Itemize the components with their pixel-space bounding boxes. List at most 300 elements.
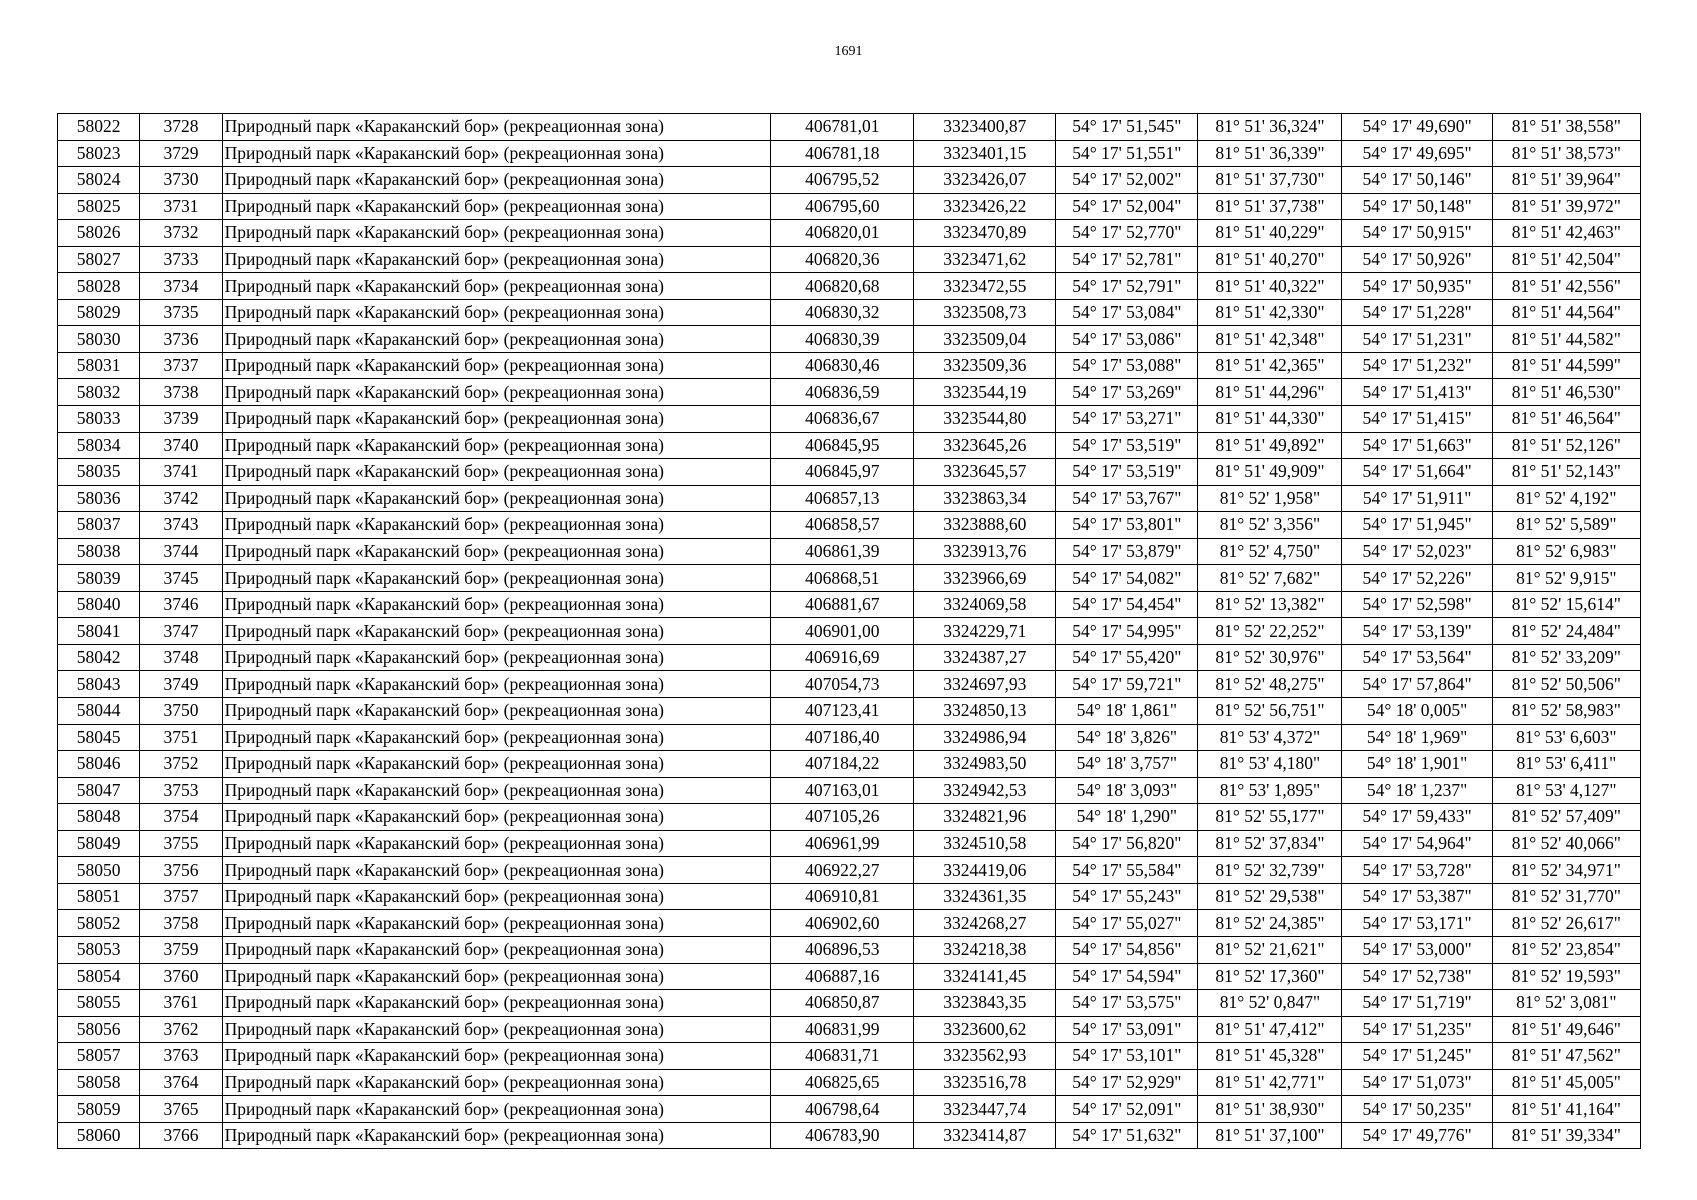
longitude-1-cell: 81° 52' 48,275" (1198, 671, 1342, 698)
row-index-cell: 58058 (58, 1069, 140, 1096)
row-index-cell: 58032 (58, 379, 140, 406)
object-name-cell: Природный парк «Караканский бор» (рекреационная зона) (222, 857, 771, 884)
row-index-cell: 58048 (58, 804, 140, 831)
x-coordinate-cell: 406781,01 (771, 114, 914, 141)
point-number-cell: 3735 (140, 299, 222, 326)
point-number-cell: 3751 (140, 724, 222, 751)
latitude-2-cell: 54° 17' 53,000" (1342, 936, 1492, 963)
longitude-2-cell: 81° 51' 39,334" (1492, 1122, 1640, 1149)
point-number-cell: 3764 (140, 1069, 222, 1096)
latitude-2-cell: 54° 17' 49,776" (1342, 1122, 1492, 1149)
longitude-1-cell: 81° 51' 40,229" (1198, 220, 1342, 247)
row-index-cell: 58049 (58, 830, 140, 857)
point-number-cell: 3750 (140, 698, 222, 725)
longitude-2-cell: 81° 53' 6,603" (1492, 724, 1640, 751)
table-row (58, 963, 1641, 990)
table-body (58, 114, 1641, 1149)
latitude-1-cell: 54° 18' 3,826" (1056, 724, 1198, 751)
point-number-cell: 3762 (140, 1016, 222, 1043)
latitude-2-cell: 54° 17' 51,228" (1342, 299, 1492, 326)
latitude-2-cell: 54° 17' 53,387" (1342, 883, 1492, 910)
longitude-1-cell: 81° 51' 40,270" (1198, 246, 1342, 273)
y-coordinate-cell: 3323401,15 (914, 140, 1056, 167)
latitude-2-cell: 54° 17' 51,245" (1342, 1043, 1492, 1070)
latitude-2-cell: 54° 17' 51,235" (1342, 1016, 1492, 1043)
y-coordinate-cell: 3323508,73 (914, 299, 1056, 326)
longitude-2-cell: 81° 52' 24,484" (1492, 618, 1640, 645)
object-name-cell: Природный парк «Караканский бор» (рекреационная зона) (222, 193, 771, 220)
point-number-cell: 3741 (140, 459, 222, 486)
y-coordinate-cell: 3323426,07 (914, 167, 1056, 194)
point-number-cell: 3744 (140, 538, 222, 565)
point-number-cell: 3747 (140, 618, 222, 645)
table-row (58, 777, 1641, 804)
x-coordinate-cell: 406820,36 (771, 246, 914, 273)
longitude-2-cell: 81° 52' 40,066" (1492, 830, 1640, 857)
table-row (58, 379, 1641, 406)
latitude-2-cell: 54° 17' 51,231" (1342, 326, 1492, 353)
longitude-2-cell: 81° 51' 44,582" (1492, 326, 1640, 353)
point-number-cell: 3760 (140, 963, 222, 990)
x-coordinate-cell: 406825,65 (771, 1069, 914, 1096)
row-index-cell: 58034 (58, 432, 140, 459)
row-index-cell: 58047 (58, 777, 140, 804)
point-number-cell: 3743 (140, 512, 222, 539)
table-row (58, 1016, 1641, 1043)
x-coordinate-cell: 406845,95 (771, 432, 914, 459)
table-row (58, 485, 1641, 512)
y-coordinate-cell: 3324983,50 (914, 751, 1056, 778)
object-name-cell: Природный парк «Караканский бор» (рекреационная зона) (222, 432, 771, 459)
point-number-cell: 3730 (140, 167, 222, 194)
longitude-2-cell: 81° 52' 33,209" (1492, 644, 1640, 671)
longitude-1-cell: 81° 51' 37,738" (1198, 193, 1342, 220)
latitude-1-cell: 54° 17' 53,575" (1056, 990, 1198, 1017)
row-index-cell: 58053 (58, 936, 140, 963)
point-number-cell: 3736 (140, 326, 222, 353)
x-coordinate-cell: 406896,53 (771, 936, 914, 963)
x-coordinate-cell: 406858,57 (771, 512, 914, 539)
latitude-2-cell: 54° 17' 51,719" (1342, 990, 1492, 1017)
object-name-cell: Природный парк «Караканский бор» (рекреационная зона) (222, 220, 771, 247)
y-coordinate-cell: 3323913,76 (914, 538, 1056, 565)
point-number-cell: 3752 (140, 751, 222, 778)
row-index-cell: 58026 (58, 220, 140, 247)
object-name-cell: Природный парк «Караканский бор» (рекреационная зона) (222, 1016, 771, 1043)
point-number-cell: 3766 (140, 1122, 222, 1149)
row-index-cell: 58028 (58, 273, 140, 300)
x-coordinate-cell: 406831,71 (771, 1043, 914, 1070)
latitude-2-cell: 54° 17' 57,864" (1342, 671, 1492, 698)
y-coordinate-cell: 3323509,04 (914, 326, 1056, 353)
table-row (58, 167, 1641, 194)
row-index-cell: 58055 (58, 990, 140, 1017)
latitude-1-cell: 54° 18' 1,861" (1056, 698, 1198, 725)
latitude-1-cell: 54° 17' 51,551" (1056, 140, 1198, 167)
x-coordinate-cell: 406798,64 (771, 1096, 914, 1123)
latitude-1-cell: 54° 17' 55,584" (1056, 857, 1198, 884)
table-row (58, 830, 1641, 857)
object-name-cell: Природный парк «Караканский бор» (рекреационная зона) (222, 777, 771, 804)
x-coordinate-cell: 406857,13 (771, 485, 914, 512)
x-coordinate-cell: 407123,41 (771, 698, 914, 725)
y-coordinate-cell: 3323400,87 (914, 114, 1056, 141)
y-coordinate-cell: 3324986,94 (914, 724, 1056, 751)
latitude-2-cell: 54° 17' 50,935" (1342, 273, 1492, 300)
latitude-1-cell: 54° 17' 55,243" (1056, 883, 1198, 910)
latitude-1-cell: 54° 17' 52,770" (1056, 220, 1198, 247)
point-number-cell: 3757 (140, 883, 222, 910)
longitude-1-cell: 81° 51' 49,909" (1198, 459, 1342, 486)
latitude-1-cell: 54° 17' 54,454" (1056, 591, 1198, 618)
object-name-cell: Природный парк «Караканский бор» (рекреационная зона) (222, 830, 771, 857)
table-row (58, 671, 1641, 698)
object-name-cell: Природный парк «Караканский бор» (рекреационная зона) (222, 591, 771, 618)
y-coordinate-cell: 3324218,38 (914, 936, 1056, 963)
longitude-2-cell: 81° 52' 34,971" (1492, 857, 1640, 884)
x-coordinate-cell: 406910,81 (771, 883, 914, 910)
x-coordinate-cell: 406830,46 (771, 352, 914, 379)
row-index-cell: 58046 (58, 751, 140, 778)
y-coordinate-cell: 3323471,62 (914, 246, 1056, 273)
x-coordinate-cell: 406845,97 (771, 459, 914, 486)
row-index-cell: 58044 (58, 698, 140, 725)
table-row (58, 193, 1641, 220)
latitude-1-cell: 54° 18' 1,290" (1056, 804, 1198, 831)
longitude-2-cell: 81° 53' 4,127" (1492, 777, 1640, 804)
table-row (58, 432, 1641, 459)
latitude-2-cell: 54° 17' 59,433" (1342, 804, 1492, 831)
longitude-1-cell: 81° 52' 17,360" (1198, 963, 1342, 990)
row-index-cell: 58035 (58, 459, 140, 486)
point-number-cell: 3732 (140, 220, 222, 247)
row-index-cell: 58037 (58, 512, 140, 539)
y-coordinate-cell: 3323966,69 (914, 565, 1056, 592)
object-name-cell: Природный парк «Караканский бор» (рекреационная зона) (222, 963, 771, 990)
x-coordinate-cell: 406820,68 (771, 273, 914, 300)
table-row (58, 990, 1641, 1017)
latitude-2-cell: 54° 17' 51,664" (1342, 459, 1492, 486)
row-index-cell: 58023 (58, 140, 140, 167)
y-coordinate-cell: 3324361,35 (914, 883, 1056, 910)
latitude-1-cell: 54° 17' 55,027" (1056, 910, 1198, 937)
row-index-cell: 58043 (58, 671, 140, 698)
latitude-1-cell: 54° 18' 3,757" (1056, 751, 1198, 778)
y-coordinate-cell: 3323516,78 (914, 1069, 1056, 1096)
object-name-cell: Природный парк «Караканский бор» (рекреационная зона) (222, 326, 771, 353)
row-index-cell: 58038 (58, 538, 140, 565)
x-coordinate-cell: 406868,51 (771, 565, 914, 592)
x-coordinate-cell: 406881,67 (771, 591, 914, 618)
object-name-cell: Природный парк «Караканский бор» (рекреационная зона) (222, 273, 771, 300)
longitude-2-cell: 81° 52' 23,854" (1492, 936, 1640, 963)
object-name-cell: Природный парк «Караканский бор» (рекреационная зона) (222, 1069, 771, 1096)
longitude-2-cell: 81° 52' 19,593" (1492, 963, 1640, 990)
point-number-cell: 3740 (140, 432, 222, 459)
x-coordinate-cell: 407054,73 (771, 671, 914, 698)
latitude-1-cell: 54° 17' 53,084" (1056, 299, 1198, 326)
latitude-1-cell: 54° 17' 53,269" (1056, 379, 1198, 406)
latitude-1-cell: 54° 18' 3,093" (1056, 777, 1198, 804)
latitude-2-cell: 54° 17' 50,148" (1342, 193, 1492, 220)
row-index-cell: 58031 (58, 352, 140, 379)
x-coordinate-cell: 406795,60 (771, 193, 914, 220)
object-name-cell: Природный парк «Караканский бор» (рекреационная зона) (222, 751, 771, 778)
latitude-2-cell: 54° 17' 51,945" (1342, 512, 1492, 539)
object-name-cell: Природный парк «Караканский бор» (рекреационная зона) (222, 167, 771, 194)
longitude-2-cell: 81° 51' 41,164" (1492, 1096, 1640, 1123)
table-row (58, 1043, 1641, 1070)
table-row (58, 618, 1641, 645)
table-row (58, 140, 1641, 167)
longitude-1-cell: 81° 51' 37,100" (1198, 1122, 1342, 1149)
point-number-cell: 3755 (140, 830, 222, 857)
longitude-2-cell: 81° 51' 38,573" (1492, 140, 1640, 167)
latitude-1-cell: 54° 17' 53,801" (1056, 512, 1198, 539)
row-index-cell: 58060 (58, 1122, 140, 1149)
y-coordinate-cell: 3323544,80 (914, 406, 1056, 433)
longitude-2-cell: 81° 52' 15,614" (1492, 591, 1640, 618)
point-number-cell: 3756 (140, 857, 222, 884)
row-index-cell: 58036 (58, 485, 140, 512)
x-coordinate-cell: 407163,01 (771, 777, 914, 804)
longitude-1-cell: 81° 51' 44,296" (1198, 379, 1342, 406)
latitude-1-cell: 54° 17' 53,519" (1056, 459, 1198, 486)
table-row (58, 1122, 1641, 1149)
x-coordinate-cell: 406861,39 (771, 538, 914, 565)
coordinates-table (57, 113, 1641, 1149)
x-coordinate-cell: 406961,99 (771, 830, 914, 857)
object-name-cell: Природный парк «Караканский бор» (рекреационная зона) (222, 671, 771, 698)
point-number-cell: 3738 (140, 379, 222, 406)
longitude-2-cell: 81° 51' 38,558" (1492, 114, 1640, 141)
object-name-cell: Природный парк «Караканский бор» (рекреационная зона) (222, 936, 771, 963)
row-index-cell: 58056 (58, 1016, 140, 1043)
x-coordinate-cell: 406795,52 (771, 167, 914, 194)
latitude-1-cell: 54° 17' 53,101" (1056, 1043, 1198, 1070)
y-coordinate-cell: 3323645,26 (914, 432, 1056, 459)
longitude-2-cell: 81° 51' 49,646" (1492, 1016, 1640, 1043)
latitude-2-cell: 54° 17' 53,171" (1342, 910, 1492, 937)
longitude-2-cell: 81° 51' 45,005" (1492, 1069, 1640, 1096)
latitude-1-cell: 54° 17' 59,721" (1056, 671, 1198, 698)
x-coordinate-cell: 406830,39 (771, 326, 914, 353)
object-name-cell: Природный парк «Караканский бор» (рекреационная зона) (222, 246, 771, 273)
latitude-1-cell: 54° 17' 52,929" (1056, 1069, 1198, 1096)
object-name-cell: Природный парк «Караканский бор» (рекреационная зона) (222, 565, 771, 592)
table-row (58, 644, 1641, 671)
latitude-1-cell: 54° 17' 53,091" (1056, 1016, 1198, 1043)
longitude-2-cell: 81° 51' 42,556" (1492, 273, 1640, 300)
object-name-cell: Природный парк «Караканский бор» (рекреационная зона) (222, 299, 771, 326)
latitude-2-cell: 54° 17' 51,911" (1342, 485, 1492, 512)
latitude-2-cell: 54° 17' 53,728" (1342, 857, 1492, 884)
latitude-2-cell: 54° 17' 53,564" (1342, 644, 1492, 671)
page-number: 1691 (834, 44, 863, 59)
object-name-cell: Природный парк «Караканский бор» (рекреационная зона) (222, 1096, 771, 1123)
row-index-cell: 58029 (58, 299, 140, 326)
latitude-1-cell: 54° 17' 54,856" (1056, 936, 1198, 963)
longitude-1-cell: 81° 52' 32,739" (1198, 857, 1342, 884)
row-index-cell: 58059 (58, 1096, 140, 1123)
x-coordinate-cell: 406922,27 (771, 857, 914, 884)
latitude-1-cell: 54° 17' 53,086" (1056, 326, 1198, 353)
latitude-2-cell: 54° 17' 51,415" (1342, 406, 1492, 433)
object-name-cell: Природный парк «Караканский бор» (рекреационная зона) (222, 459, 771, 486)
point-number-cell: 3742 (140, 485, 222, 512)
longitude-2-cell: 81° 51' 42,463" (1492, 220, 1640, 247)
table-row (58, 1096, 1641, 1123)
latitude-2-cell: 54° 18' 1,901" (1342, 751, 1492, 778)
point-number-cell: 3746 (140, 591, 222, 618)
row-index-cell: 58039 (58, 565, 140, 592)
longitude-2-cell: 81° 51' 44,564" (1492, 299, 1640, 326)
row-index-cell: 58027 (58, 246, 140, 273)
longitude-2-cell: 81° 51' 44,599" (1492, 352, 1640, 379)
longitude-1-cell: 81° 52' 21,621" (1198, 936, 1342, 963)
latitude-2-cell: 54° 17' 51,073" (1342, 1069, 1492, 1096)
latitude-1-cell: 54° 17' 52,004" (1056, 193, 1198, 220)
row-index-cell: 58033 (58, 406, 140, 433)
x-coordinate-cell: 406916,69 (771, 644, 914, 671)
latitude-1-cell: 54° 17' 53,088" (1056, 352, 1198, 379)
longitude-1-cell: 81° 51' 49,892" (1198, 432, 1342, 459)
longitude-1-cell: 81° 51' 42,330" (1198, 299, 1342, 326)
y-coordinate-cell: 3324419,06 (914, 857, 1056, 884)
row-index-cell: 58054 (58, 963, 140, 990)
y-coordinate-cell: 3324141,45 (914, 963, 1056, 990)
longitude-2-cell: 81° 51' 52,143" (1492, 459, 1640, 486)
row-index-cell: 58045 (58, 724, 140, 751)
longitude-1-cell: 81° 51' 40,322" (1198, 273, 1342, 300)
table-row (58, 352, 1641, 379)
longitude-2-cell: 81° 52' 50,506" (1492, 671, 1640, 698)
y-coordinate-cell: 3323843,35 (914, 990, 1056, 1017)
latitude-2-cell: 54° 17' 52,023" (1342, 538, 1492, 565)
point-number-cell: 3737 (140, 352, 222, 379)
longitude-2-cell: 81° 52' 4,192" (1492, 485, 1640, 512)
object-name-cell: Природный парк «Караканский бор» (рекреационная зона) (222, 114, 771, 141)
longitude-2-cell: 81° 51' 47,562" (1492, 1043, 1640, 1070)
latitude-1-cell: 54° 17' 56,820" (1056, 830, 1198, 857)
latitude-1-cell: 54° 17' 51,545" (1056, 114, 1198, 141)
latitude-2-cell: 54° 17' 52,226" (1342, 565, 1492, 592)
table-row (58, 246, 1641, 273)
point-number-cell: 3739 (140, 406, 222, 433)
latitude-1-cell: 54° 17' 53,271" (1056, 406, 1198, 433)
point-number-cell: 3758 (140, 910, 222, 937)
latitude-2-cell: 54° 17' 50,235" (1342, 1096, 1492, 1123)
latitude-2-cell: 54° 17' 49,695" (1342, 140, 1492, 167)
y-coordinate-cell: 3323544,19 (914, 379, 1056, 406)
table-row (58, 565, 1641, 592)
row-index-cell: 58040 (58, 591, 140, 618)
latitude-2-cell: 54° 17' 50,926" (1342, 246, 1492, 273)
latitude-1-cell: 54° 17' 52,791" (1056, 273, 1198, 300)
latitude-1-cell: 54° 17' 51,632" (1056, 1122, 1198, 1149)
table-row (58, 220, 1641, 247)
longitude-2-cell: 81° 52' 31,770" (1492, 883, 1640, 910)
longitude-1-cell: 81° 53' 1,895" (1198, 777, 1342, 804)
latitude-1-cell: 54° 17' 54,594" (1056, 963, 1198, 990)
y-coordinate-cell: 3323645,57 (914, 459, 1056, 486)
table-row (58, 459, 1641, 486)
latitude-1-cell: 54° 17' 53,767" (1056, 485, 1198, 512)
point-number-cell: 3745 (140, 565, 222, 592)
longitude-1-cell: 81° 52' 37,834" (1198, 830, 1342, 857)
latitude-2-cell: 54° 17' 51,413" (1342, 379, 1492, 406)
y-coordinate-cell: 3324510,58 (914, 830, 1056, 857)
point-number-cell: 3728 (140, 114, 222, 141)
longitude-2-cell: 81° 52' 5,589" (1492, 512, 1640, 539)
latitude-2-cell: 54° 17' 54,964" (1342, 830, 1492, 857)
table-row (58, 857, 1641, 884)
table-row (58, 910, 1641, 937)
latitude-1-cell: 54° 17' 54,995" (1056, 618, 1198, 645)
y-coordinate-cell: 3323888,60 (914, 512, 1056, 539)
table-row (58, 406, 1641, 433)
longitude-2-cell: 81° 52' 57,409" (1492, 804, 1640, 831)
y-coordinate-cell: 3323600,62 (914, 1016, 1056, 1043)
table-row (58, 724, 1641, 751)
x-coordinate-cell: 407105,26 (771, 804, 914, 831)
y-coordinate-cell: 3324387,27 (914, 644, 1056, 671)
latitude-1-cell: 54° 17' 52,002" (1056, 167, 1198, 194)
x-coordinate-cell: 406836,67 (771, 406, 914, 433)
object-name-cell: Природный парк «Караканский бор» (рекреационная зона) (222, 883, 771, 910)
longitude-1-cell: 81° 52' 24,385" (1198, 910, 1342, 937)
table-row (58, 936, 1641, 963)
y-coordinate-cell: 3323509,36 (914, 352, 1056, 379)
object-name-cell: Природный парк «Караканский бор» (рекреационная зона) (222, 644, 771, 671)
point-number-cell: 3729 (140, 140, 222, 167)
longitude-2-cell: 81° 52' 26,617" (1492, 910, 1640, 937)
y-coordinate-cell: 3323414,87 (914, 1122, 1056, 1149)
longitude-1-cell: 81° 52' 55,177" (1198, 804, 1342, 831)
table-row (58, 114, 1641, 141)
object-name-cell: Природный парк «Караканский бор» (рекреационная зона) (222, 512, 771, 539)
point-number-cell: 3733 (140, 246, 222, 273)
longitude-1-cell: 81° 51' 42,348" (1198, 326, 1342, 353)
latitude-1-cell: 54° 17' 54,082" (1056, 565, 1198, 592)
latitude-2-cell: 54° 18' 1,237" (1342, 777, 1492, 804)
x-coordinate-cell: 406901,00 (771, 618, 914, 645)
object-name-cell: Природный парк «Караканский бор» (рекреационная зона) (222, 618, 771, 645)
latitude-2-cell: 54° 17' 50,146" (1342, 167, 1492, 194)
y-coordinate-cell: 3323472,55 (914, 273, 1056, 300)
y-coordinate-cell: 3323863,34 (914, 485, 1056, 512)
table-row (58, 299, 1641, 326)
latitude-2-cell: 54° 17' 49,690" (1342, 114, 1492, 141)
y-coordinate-cell: 3324821,96 (914, 804, 1056, 831)
row-index-cell: 58022 (58, 114, 140, 141)
object-name-cell: Природный парк «Караканский бор» (рекреационная зона) (222, 140, 771, 167)
y-coordinate-cell: 3324942,53 (914, 777, 1056, 804)
row-index-cell: 58051 (58, 883, 140, 910)
longitude-1-cell: 81° 52' 3,356" (1198, 512, 1342, 539)
table-row (58, 883, 1641, 910)
longitude-2-cell: 81° 52' 3,081" (1492, 990, 1640, 1017)
longitude-2-cell: 81° 51' 52,126" (1492, 432, 1640, 459)
y-coordinate-cell: 3324268,27 (914, 910, 1056, 937)
y-coordinate-cell: 3323562,93 (914, 1043, 1056, 1070)
object-name-cell: Природный парк «Караканский бор» (рекреационная зона) (222, 804, 771, 831)
x-coordinate-cell: 407184,22 (771, 751, 914, 778)
longitude-2-cell: 81° 51' 39,964" (1492, 167, 1640, 194)
point-number-cell: 3763 (140, 1043, 222, 1070)
latitude-2-cell: 54° 17' 52,598" (1342, 591, 1492, 618)
latitude-1-cell: 54° 17' 53,519" (1056, 432, 1198, 459)
